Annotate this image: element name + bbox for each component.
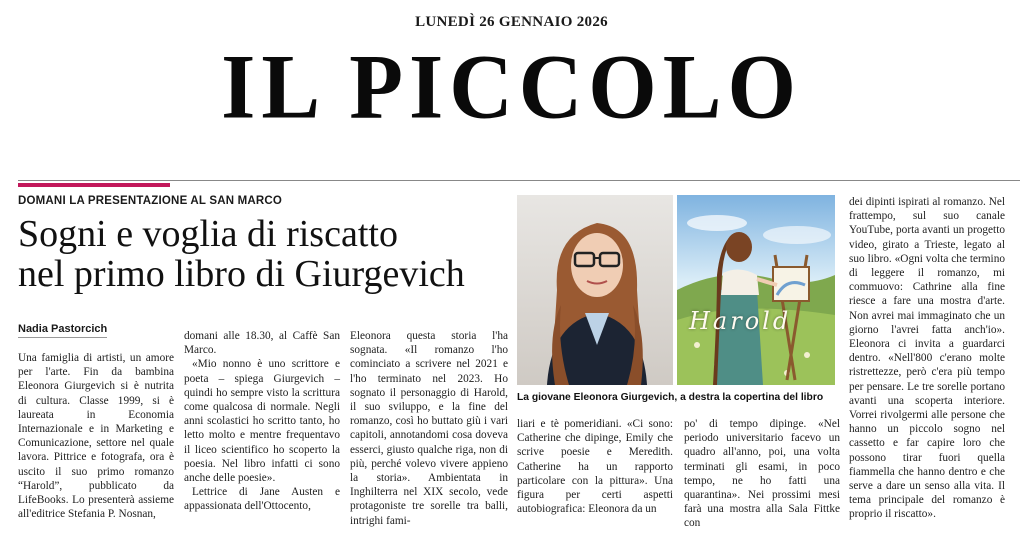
paragraph: Lettrice di Jane Austen e appassionata dell'Ottocento, (184, 486, 340, 513)
article-column-2 (184, 329, 340, 514)
section-rule (18, 180, 1020, 181)
paragraph: «Mio nonno è uno scrittore e poeta – spiega Giurgevich – quindi ho sempre visto la scrittura come qualcosa di normale. Negli anni scolastici ho scritto tanto, ho letto molto e mentre frequentavo il liceo scientifico ho scoperto la poesia. Nel libro infatti ci sono anche delle poesie». (184, 358, 340, 485)
article-column-3 (350, 329, 508, 528)
cover-title: Harold (689, 307, 792, 335)
article-column-4 (517, 417, 673, 516)
section-accent-bar (18, 183, 170, 187)
article-column-1 (18, 351, 174, 521)
headline-line-1: Sogni e voglia di riscatto (18, 213, 398, 255)
issue-date: LUNEDÌ 26 GENNAIO 2026 (415, 14, 608, 30)
photo-caption: La giovane Eleonora Giurgevich, a destra la copertina del libro (517, 392, 824, 403)
paragraph: po' di tempo dipinge. «Nel periodo universitario facevo un quadro all'anno, poi, una volta terminati gli esami, in poco tempo, ne ho fatti una quarantina». Nei prossimi mesi farà una mostra alla Sala Fittke con (684, 418, 840, 530)
paragraph: Eleonora questa storia l'ha sognata. «Il romanzo l'ho cominciato a scrivere nel 2021 e l'ho terminato nel 2023. Ho sognato il personaggio di Harold, il suo sviluppo, e la fine del romanzo, così ho buttato giù i vari capitoli, annotandomi cosa doveva esserci, giusto qualche riga, non di più, perché volevo vivere appieno la storia». Ambientata in Inghilterra nel XIX secolo, vede protagoniste tre sorelle tra balli, intrighi fami- (350, 330, 508, 527)
newspaper-masthead: IL PICCOLO (221, 36, 802, 139)
paragraph: Una famiglia di artisti, un amore per l'arte. Fin da bambina Eleonora Giurgevich si è nutrita di cultura. Classe 1999, si è laureata in Economia Internazionale e in Marketing e Comunicazione, settore nel quale lavora. Pittrice e fotografa, ora è uscito il suo primo romanzo “Harold”, pubblicato da LifeBooks. Lo presenterà assieme all'editrice Stefania P. Nosnan, (18, 352, 174, 521)
article-byline: Nadia Pastorcich (18, 323, 107, 338)
headline-line-2: nel primo libro di Giurgevich (18, 253, 465, 295)
paragraph: liari e tè pomeridiani. «Ci sono: Catherine che dipinge, Emily che scrive poesie e Meredith. Catherine ha un rapporto particolare con la pittura». Una figura per certi aspetti autobiografica: Eleonora da un (517, 418, 673, 516)
author-portrait-photo (517, 195, 673, 385)
paragraph: domani alle 18.30, al Caffè San Marco. (184, 330, 340, 357)
article-column-5 (684, 417, 840, 531)
book-cover-image (677, 195, 835, 385)
article-column-6 (849, 195, 1005, 522)
portrait-illustration (517, 195, 673, 385)
book-cover-illustration (677, 195, 835, 385)
article-headline (18, 214, 498, 294)
paragraph: dei dipinti ispirati al romanzo. Nel frattempo, sul suo canale YouTube, porta avanti un progetto video, girato a Trieste, legato al suo libro. «Ogni volta che termino di leggere il romanzo, mi commuovo: Cathrine alla fine riesce a fare una mostra d'arte. Non avrei mai immaginato che un giorno l'avrei fatta anch'io». Eleonora ci invita a guardarci dentro. «Nell'800 c'erano molte ristrettezze, però c'era più tempo per pensare. Le tre sorelle portano avanti una scoperta interiore. Vorrei rivolgermi alle persone che hanno un piccolo sogno nel cassetto e far capire loro che possono tirar fuori quella fiammella che hanno dentro e che serve a dare un senso alla vita. Il tema principale del romanzo è proprio il riscatto». (849, 196, 1005, 521)
article-kicker: DOMANI LA PRESENTAZIONE AL SAN MARCO (18, 195, 283, 207)
